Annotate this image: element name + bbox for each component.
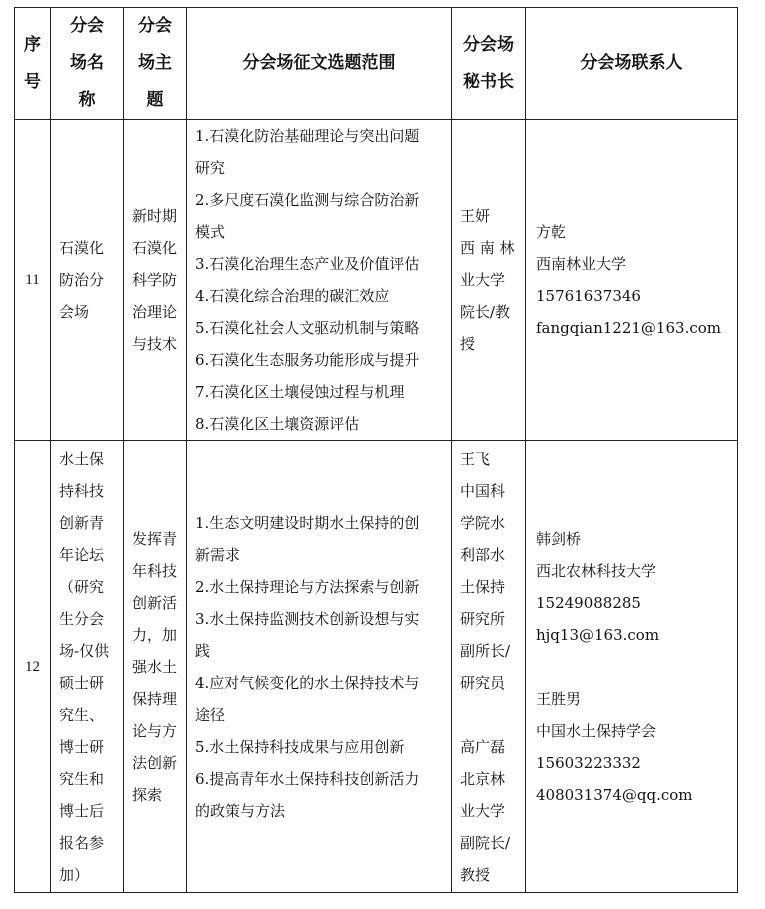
session-table <box>14 7 738 893</box>
session-contacts <box>526 441 738 893</box>
text-line: 论与方 <box>132 721 178 740</box>
text-line: 7.石漠化区土壤侵蚀过程与机理 <box>195 383 405 401</box>
contact-primary <box>536 523 731 651</box>
text-line: 究生、 <box>59 705 105 724</box>
header-index <box>15 8 51 120</box>
text-line: 教授 <box>460 865 491 884</box>
text-line: 博士后 <box>59 801 105 820</box>
text-line: 土保持 <box>460 577 506 596</box>
text-line: 持科技 <box>59 481 105 500</box>
table-row <box>15 120 738 441</box>
text-line: 王飞 <box>460 449 491 468</box>
text-line: 博士研 <box>59 737 105 756</box>
session-topics <box>187 441 452 893</box>
text-line: 西 南 林 <box>460 239 515 257</box>
session-secretary <box>452 120 526 441</box>
text-line: 北京林 <box>460 769 506 788</box>
text-line: 方乾 <box>536 223 567 241</box>
text-line: 报名参 <box>59 833 105 852</box>
text-line: （研究 <box>59 577 105 596</box>
session-name <box>51 441 124 893</box>
text-line: 高广磊 <box>460 737 506 756</box>
header-theme <box>124 8 187 120</box>
secretary-primary <box>460 443 519 699</box>
session-contacts <box>526 120 738 441</box>
text-line: 序 <box>24 34 41 55</box>
text-line: 发挥青 <box>132 529 178 548</box>
text-line: 强水土 <box>132 657 178 676</box>
text-line: 15249088285 <box>536 593 641 612</box>
header-contacts: 分会场联系人 <box>526 8 738 120</box>
text-line: 5.石漠化社会人文驱动机制与策略 <box>195 319 420 337</box>
text-line: 副所长/ <box>460 641 511 660</box>
table-header-row <box>15 8 738 120</box>
text-line: 业大学 <box>460 801 506 820</box>
text-line: 2.水土保持理论与方法探索与创新 <box>195 577 420 596</box>
text-line: 6.石漠化生态服务功能形成与提升 <box>195 351 420 369</box>
text-line: 年科技 <box>132 561 178 580</box>
text-line: 保持理 <box>132 689 178 708</box>
text-line: fangqian1221@163.com <box>536 319 721 337</box>
text-line: 会场 <box>59 303 90 321</box>
text-line: 4.应对气候变化的水土保持技术与 <box>195 673 420 692</box>
text-line: 生分会 <box>59 609 105 628</box>
text-line: 探索 <box>132 785 163 804</box>
text-line: 治理论 <box>132 303 178 321</box>
text-line: 3.石漠化治理生态产业及价值评估 <box>195 255 420 273</box>
text-line: 408031374@qq.com <box>536 785 693 804</box>
text-line: 院长/教 <box>460 303 511 321</box>
text-line: 1.生态文明建设时期水土保持的创 <box>195 513 420 532</box>
text-line: 创新活 <box>132 593 178 612</box>
text-line: 与技术 <box>132 335 178 353</box>
text-line: 水土保 <box>59 449 105 468</box>
text-line: 分会 <box>70 16 104 36</box>
text-line: 15761637346 <box>536 287 641 305</box>
spacer <box>460 699 519 731</box>
text-line: 加） <box>59 865 90 884</box>
row-index: 12 <box>15 441 51 893</box>
text-line: 究生和 <box>59 769 105 788</box>
session-topics <box>187 120 452 441</box>
text-line: 新时期 <box>132 207 178 225</box>
text-line: 研究所 <box>460 609 506 628</box>
text-line: 1.石漠化防治基础理论与突出问题 <box>195 127 420 145</box>
text-line: 题 <box>146 90 164 110</box>
text-line: 秘书长 <box>463 71 514 92</box>
text-line: 授 <box>460 335 476 353</box>
spacer <box>536 651 731 683</box>
text-line: 称 <box>78 90 96 110</box>
text-line: 场主 <box>138 53 172 73</box>
text-line: 4.石漠化综合治理的碳汇效应 <box>195 287 390 305</box>
session-secretary <box>452 441 526 893</box>
text-line: 创新青 <box>59 513 105 532</box>
header-name <box>51 8 124 120</box>
text-line: 利部水 <box>460 545 506 564</box>
text-line: 西北农林科技大学 <box>536 561 657 580</box>
text-line: 石漠化 <box>59 239 105 257</box>
text-line: 15603223332 <box>536 753 641 772</box>
text-line: 途径 <box>195 705 226 724</box>
text-line: 的政策与方法 <box>195 801 286 820</box>
secretary-secondary <box>460 731 519 891</box>
text-line: 8.石漠化区土壤资源评估 <box>195 415 360 433</box>
header-topics: 分会场征文选题范围 <box>187 8 452 120</box>
row-index: 11 <box>15 120 51 441</box>
text-line: 研究 <box>195 159 226 177</box>
text-line: 业大学 <box>460 271 506 289</box>
text-line: 硕士研 <box>59 673 105 692</box>
text-line: 分会 <box>138 16 172 36</box>
text-line: hjq13@163.com <box>536 625 660 644</box>
text-line: 场-仅供 <box>59 641 110 660</box>
text-line: 分会场 <box>463 34 514 55</box>
text-line: 新需求 <box>195 545 241 564</box>
text-line: 力，加 <box>132 625 178 644</box>
text-line: 2.多尺度石漠化监测与综合防治新 <box>195 191 420 209</box>
text-line: 模式 <box>195 223 226 241</box>
table-row <box>15 441 738 893</box>
text-line: 韩剑桥 <box>536 529 582 548</box>
text-line: 科学防 <box>132 271 178 289</box>
text-line: 号 <box>24 71 41 92</box>
text-line: 学院水 <box>460 513 506 532</box>
text-line: 场名 <box>70 53 104 73</box>
text-line: 5.水土保持科技成果与应用创新 <box>195 737 405 756</box>
text-line: 法创新 <box>132 753 178 772</box>
session-theme <box>124 441 187 893</box>
text-line: 年论坛 <box>59 545 105 564</box>
text-line: 副院长/ <box>460 833 511 852</box>
text-line: 防治分 <box>59 271 105 289</box>
text-line: 6.提高青年水土保持科技创新活力 <box>195 769 420 788</box>
text-line: 王胜男 <box>536 689 582 708</box>
contact-secondary <box>536 683 731 811</box>
text-line: 王妍 <box>460 207 491 225</box>
text-line: 践 <box>195 641 211 660</box>
text-line: 3.水土保持监测技术创新设想与实 <box>195 609 420 628</box>
text-line: 石漠化 <box>132 239 178 257</box>
header-secretary <box>452 8 526 120</box>
text-line: 研究员 <box>460 673 506 692</box>
session-name <box>51 120 124 441</box>
text-line: 中国水土保持学会 <box>536 721 657 740</box>
text-line: 西南林业大学 <box>536 255 627 273</box>
text-line: 中国科 <box>460 481 506 500</box>
session-theme <box>124 120 187 441</box>
